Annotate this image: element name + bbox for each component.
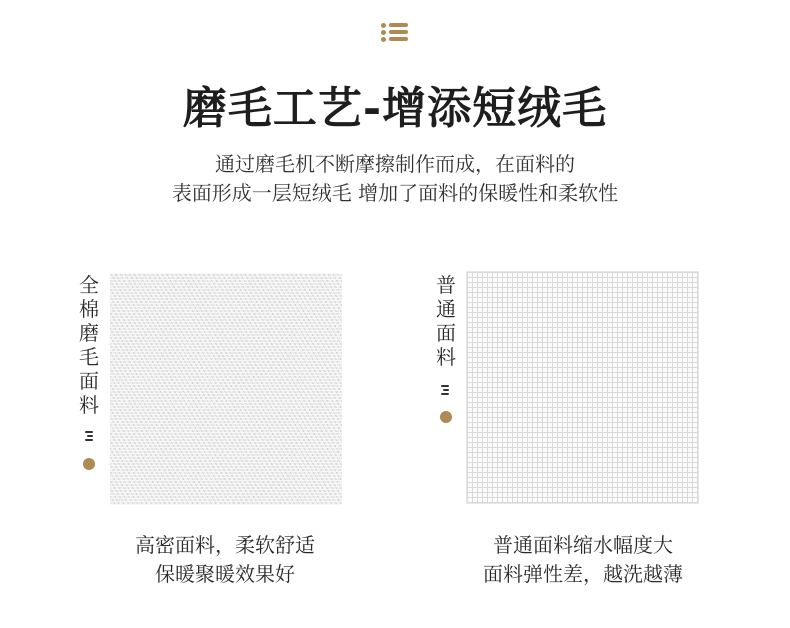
right-caption-line-2: 面料弹性差，越洗越薄 <box>483 562 683 586</box>
left-caption <box>90 531 360 589</box>
gold-dot-icon <box>83 458 95 470</box>
subtitle-line-2: 表面形成一层短绒毛 增加了面料的保暖性和柔软性 <box>171 181 619 205</box>
right-caption <box>445 531 721 589</box>
mini-lines-icon <box>441 385 451 397</box>
gold-dot-icon <box>440 411 452 423</box>
right-caption-line-1: 普通面料缩水幅度大 <box>493 533 673 557</box>
brushed-cotton-swatch <box>110 273 342 505</box>
page-title: 磨毛工艺-增添短绒毛 <box>182 83 608 134</box>
mini-lines-icon <box>85 431 95 443</box>
ordinary-fabric-swatch <box>466 271 699 504</box>
list-icon <box>381 22 409 44</box>
left-caption-line-1: 高密面料，柔软舒适 <box>135 533 315 557</box>
left-fabric-label: 全棉磨毛面料 <box>79 273 99 417</box>
subtitle-line-1: 通过磨毛机不断摩擦制作而成，在面料的 <box>215 152 575 176</box>
right-fabric-label: 普通面料 <box>436 273 456 369</box>
left-caption-line-2: 保暖聚暖效果好 <box>155 562 295 586</box>
page-subtitle <box>0 150 790 208</box>
